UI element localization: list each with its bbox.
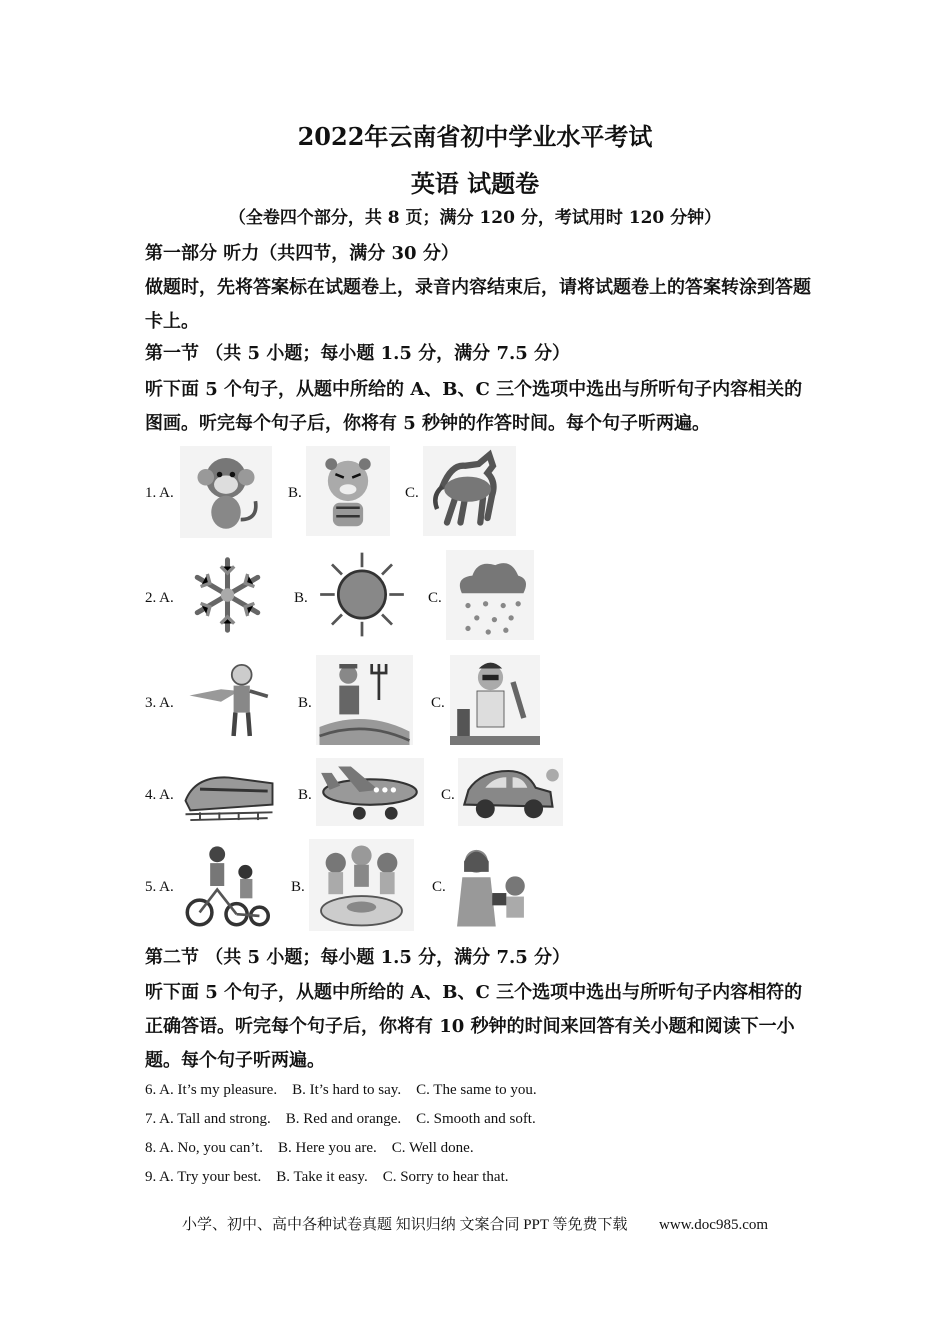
rain-cloud-icon[interactable] [446, 550, 534, 640]
q6-line: 6. A. It’s my pleasure. B. It’s hard to say. C. The same to you. [145, 1082, 537, 1098]
train-icon[interactable] [176, 764, 282, 822]
q3-b-label: B. [298, 695, 312, 711]
q5-label: 5. A. [145, 879, 174, 895]
q1-c-label: C. [405, 485, 419, 501]
footer-url[interactable]: www.doc985.com [659, 1217, 769, 1233]
pilot-icon[interactable] [180, 655, 280, 745]
q4-label: 4. A. [145, 787, 174, 803]
q3-c-label: C. [431, 695, 445, 711]
q1-b-label: B. [288, 485, 302, 501]
q7-line: 7. A. Tall and strong. B. Red and orange. C. Smooth and soft. [145, 1111, 536, 1127]
sun-icon[interactable] [313, 549, 411, 640]
section2-heading: 第二节 （共 5 小题；每小题 1.5 分，满分 7.5 分） [145, 947, 571, 968]
exam-subtitle: 英语 试题卷 [410, 169, 540, 198]
cycling-family-icon[interactable] [180, 842, 272, 930]
gift-giving-icon[interactable] [450, 840, 538, 932]
exam-note: （全卷四个部分，共 8 页；满分 120 分，考试用时 120 分钟） [228, 208, 722, 228]
tiger-icon[interactable] [306, 446, 390, 536]
q3-label: 3. A. [145, 695, 174, 711]
car-icon[interactable] [458, 758, 563, 826]
q4-b-label: B. [298, 787, 312, 803]
footer-text: 小学、初中、高中各种试卷真题 知识归纳 文案合同 PPT 等免费下载 [181, 1217, 628, 1233]
exam-title: 2022年云南省初中学业水平考试 [297, 122, 653, 151]
q5-c-label: C. [432, 879, 446, 895]
q2-c-label: C. [428, 590, 442, 606]
section1-heading: 第一节 （共 5 小题；每小题 1.5 分，满分 7.5 分） [145, 343, 571, 364]
q9-line: 9. A. Try your best. B. Take it easy. C. Sorry to hear that. [145, 1169, 509, 1185]
q5-b-label: B. [291, 879, 305, 895]
plane-icon[interactable] [316, 758, 424, 826]
scientist-icon[interactable] [450, 655, 540, 745]
q2-b-label: B. [294, 590, 308, 606]
q4-c-label: C. [441, 787, 455, 803]
q2-label: 2. A. [145, 590, 174, 606]
page-footer [0, 1213, 950, 1234]
monkey-icon[interactable] [180, 446, 272, 538]
section2-instruction: 听下面 5 个句子，从题中所给的 A、B、C 三个选项中选出与所听句子内容相符的正确答语。听完每个句子后，你将有 10 秒钟的时间来回答有关小题和阅读下一小题。每个句子听两遍。 [145, 982, 803, 1071]
farmer-icon[interactable] [316, 655, 413, 745]
horse-icon[interactable] [423, 446, 516, 536]
part1-heading: 第一部分 听力（共四节，满分 30 分） [145, 243, 459, 264]
dinner-party-icon[interactable] [309, 839, 414, 931]
part1-instruction: 做题时，先将答案标在试题卷上，录音内容结束后，请将试题卷上的答案转涂到答题卡上。 [145, 277, 811, 332]
section1-instruction: 听下面 5 个句子，从题中所给的 A、B、C 三个选项中选出与所听句子内容相关的图画。听完每个句子后，你将有 5 秒钟的作答时间。每个句子听两遍。 [145, 379, 803, 434]
q8-line: 8. A. No, you can’t. B. Here you are. C. Well done. [145, 1140, 474, 1156]
q1-label: 1. A. [145, 485, 174, 501]
snowflake-icon[interactable] [180, 553, 275, 637]
